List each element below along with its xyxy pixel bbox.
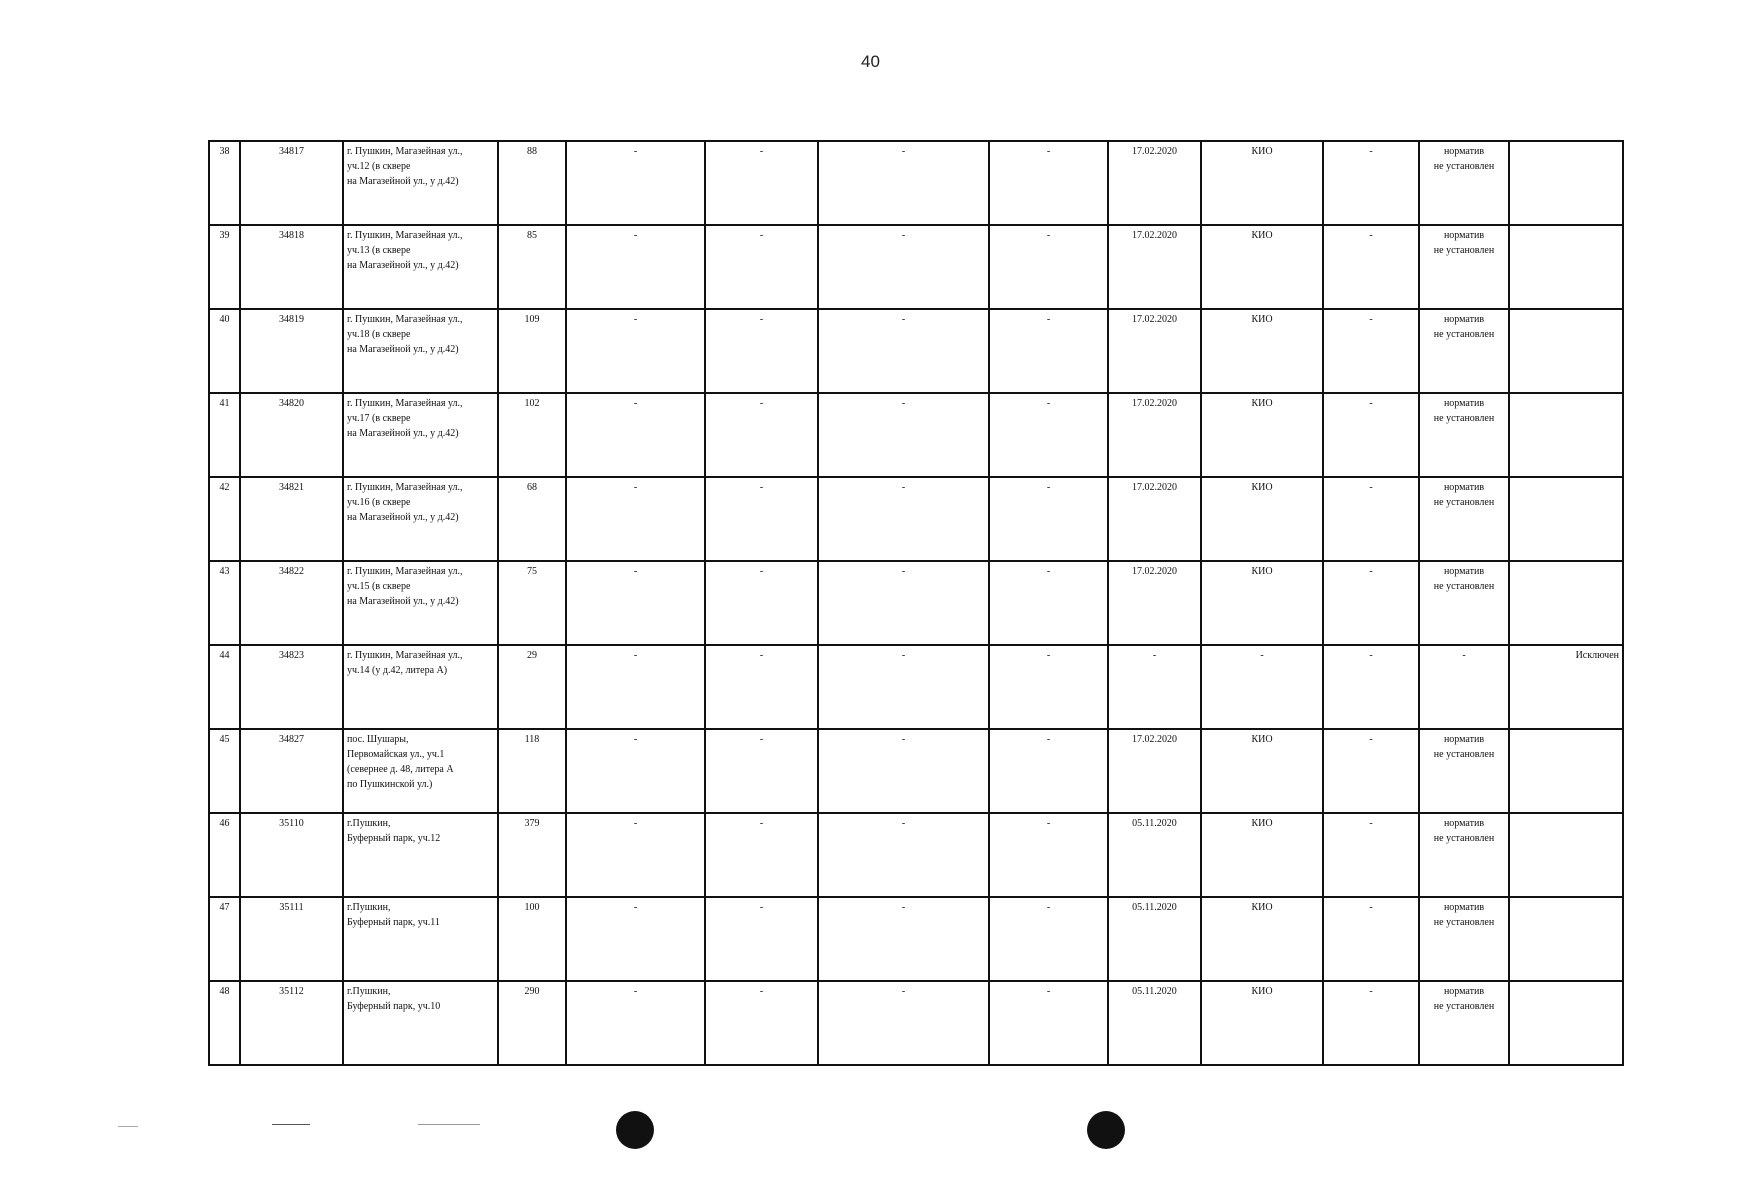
address-line: г.Пушкин, [347,818,391,829]
object-number-cell: 34823 [240,645,343,729]
address-line: г. Пушкин, Магазейная ул., [347,146,463,157]
area-cell: 29 [498,645,566,729]
col6-cell: - [705,309,818,393]
col5-cell: - [566,477,705,561]
norm-cell [1419,981,1509,1065]
registry-body [209,141,1623,1065]
col6-cell: - [705,897,818,981]
col7-cell: - [818,729,989,813]
col7-cell: - [818,225,989,309]
area-cell: 118 [498,729,566,813]
col11-cell: - [1323,981,1419,1065]
col8-cell: - [989,813,1108,897]
norm-line: не установлен [1433,497,1495,508]
date-cell: 05.11.2020 [1108,813,1201,897]
col11-cell: - [1323,225,1419,309]
address-line: г. Пушкин, Магазейная ул., [347,566,463,577]
col7-cell: - [818,393,989,477]
organization-cell: КИО [1201,561,1323,645]
address-cell [343,897,498,981]
address-line: уч.18 (в сквере [347,329,411,340]
row-index-cell: 43 [209,561,240,645]
date-cell: 17.02.2020 [1108,141,1201,225]
col8-cell: - [989,393,1108,477]
area-cell: 290 [498,981,566,1065]
norm-line: норматив [1443,818,1485,829]
norm-line: не установлен [1433,833,1495,844]
col11-cell: - [1323,561,1419,645]
object-number-cell: 34817 [240,141,343,225]
address-line: Первомайская ул., уч.1 [347,749,445,760]
norm-line: не установлен [1433,1001,1495,1012]
norm-cell [1419,393,1509,477]
col6-cell: - [705,477,818,561]
col8-cell: - [989,309,1108,393]
date-cell: 17.02.2020 [1108,225,1201,309]
row-index-cell: 42 [209,477,240,561]
note-cell [1509,477,1623,561]
address-line: уч.15 (в сквере [347,581,411,592]
address-line: на Магазейной ул., у д.42) [347,176,459,187]
norm-cell [1419,897,1509,981]
table-row [209,729,1623,813]
norm-cell [1419,477,1509,561]
norm-cell [1419,729,1509,813]
organization-cell: КИО [1201,729,1323,813]
object-number-cell: 34822 [240,561,343,645]
address-cell [343,645,498,729]
note-cell [1509,561,1623,645]
norm-line: не установлен [1433,161,1495,172]
address-cell [343,477,498,561]
area-cell: 102 [498,393,566,477]
area-cell: 379 [498,813,566,897]
col11-cell: - [1323,393,1419,477]
date-cell: 17.02.2020 [1108,477,1201,561]
norm-line: не установлен [1433,329,1495,340]
col5-cell: - [566,225,705,309]
address-line: г. Пушкин, Магазейная ул., [347,482,463,493]
col5-cell: - [566,393,705,477]
table-row [209,141,1623,225]
col6-cell: - [705,393,818,477]
row-index-cell: 40 [209,309,240,393]
object-number-cell: 34827 [240,729,343,813]
address-line: Буферный парк, уч.11 [347,917,440,928]
area-cell: 100 [498,897,566,981]
col5-cell: - [566,897,705,981]
object-number-cell: 34819 [240,309,343,393]
address-line: на Магазейной ул., у д.42) [347,428,459,439]
norm-line: не установлен [1433,917,1495,928]
note-cell [1509,393,1623,477]
norm-cell [1419,645,1509,729]
table-row [209,561,1623,645]
address-line: г.Пушкин, [347,986,391,997]
organization-cell: КИО [1201,393,1323,477]
col8-cell: - [989,561,1108,645]
note-cell [1509,225,1623,309]
norm-line: норматив [1443,398,1485,409]
address-line: г. Пушкин, Магазейная ул., [347,398,463,409]
object-number-cell: 35112 [240,981,343,1065]
date-cell: 05.11.2020 [1108,981,1201,1065]
organization-cell: КИО [1201,981,1323,1065]
row-index-cell: 47 [209,897,240,981]
col6-cell: - [705,141,818,225]
col8-cell: - [989,897,1108,981]
page-number: 40 [861,52,880,71]
col8-cell: - [989,225,1108,309]
address-cell [343,981,498,1065]
col5-cell: - [566,645,705,729]
note-cell: Исключен [1509,645,1623,729]
norm-line: не установлен [1433,413,1495,424]
table-row [209,225,1623,309]
address-line: на Магазейной ул., у д.42) [347,512,459,523]
address-cell [343,729,498,813]
address-cell [343,813,498,897]
organization-cell: КИО [1201,897,1323,981]
table-row [209,981,1623,1065]
note-cell [1509,141,1623,225]
address-cell [343,309,498,393]
col11-cell: - [1323,645,1419,729]
norm-line: не установлен [1433,749,1495,760]
address-line: на Магазейной ул., у д.42) [347,344,459,355]
address-cell [343,393,498,477]
row-index-cell: 41 [209,393,240,477]
col8-cell: - [989,141,1108,225]
row-index-cell: 38 [209,141,240,225]
area-cell: 85 [498,225,566,309]
object-number-cell: 35111 [240,897,343,981]
address-line: по Пушкинской ул.) [347,779,433,790]
address-line: уч.16 (в сквере [347,497,411,508]
address-line: Буферный парк, уч.10 [347,1001,441,1012]
address-line: уч.17 (в сквере [347,413,411,424]
norm-cell [1419,309,1509,393]
col6-cell: - [705,981,818,1065]
norm-line: норматив [1443,482,1485,493]
table-row [209,645,1623,729]
object-number-cell: 34820 [240,393,343,477]
table-row [209,309,1623,393]
object-number-cell: 34818 [240,225,343,309]
note-cell [1509,309,1623,393]
punch-hole-right [1087,1111,1125,1149]
col6-cell: - [705,645,818,729]
norm-line: не установлен [1433,245,1495,256]
col8-cell: - [989,729,1108,813]
col5-cell: - [566,813,705,897]
col11-cell: - [1323,309,1419,393]
note-cell [1509,729,1623,813]
norm-line: норматив [1443,230,1485,241]
col7-cell: - [818,141,989,225]
area-cell: 75 [498,561,566,645]
address-cell [343,561,498,645]
col7-cell: - [818,981,989,1065]
area-cell: 109 [498,309,566,393]
address-line: пос. Шушары, [347,734,409,745]
col6-cell: - [705,225,818,309]
col6-cell: - [705,729,818,813]
norm-cell [1419,813,1509,897]
col5-cell: - [566,729,705,813]
object-number-cell: 35110 [240,813,343,897]
date-cell: - [1108,645,1201,729]
address-line: на Магазейной ул., у д.42) [347,596,459,607]
col7-cell: - [818,897,989,981]
col7-cell: - [818,309,989,393]
norm-line: норматив [1443,314,1485,325]
norm-line: норматив [1443,986,1485,997]
object-number-cell: 34821 [240,477,343,561]
norm-line: норматив [1443,146,1485,157]
row-index-cell: 39 [209,225,240,309]
scan-stroke [418,1124,480,1125]
col7-cell: - [818,561,989,645]
col7-cell: - [818,645,989,729]
row-index-cell: 44 [209,645,240,729]
col11-cell: - [1323,729,1419,813]
norm-line: - [1462,650,1466,661]
col11-cell: - [1323,897,1419,981]
address-line: (севернее д. 48, литера А [347,764,454,775]
col8-cell: - [989,981,1108,1065]
col5-cell: - [566,141,705,225]
norm-line: норматив [1443,566,1485,577]
address-line: г.Пушкин, [347,902,391,913]
col11-cell: - [1323,141,1419,225]
address-line: уч.14 (у д.42, литера А) [347,665,448,676]
norm-line: норматив [1443,902,1485,913]
scan-stroke [272,1124,310,1125]
address-line: г. Пушкин, Магазейная ул., [347,650,463,661]
col6-cell: - [705,561,818,645]
organization-cell: КИО [1201,813,1323,897]
note-cell [1509,897,1623,981]
col5-cell: - [566,981,705,1065]
table-row [209,813,1623,897]
row-index-cell: 48 [209,981,240,1065]
col7-cell: - [818,477,989,561]
date-cell: 17.02.2020 [1108,729,1201,813]
col6-cell: - [705,813,818,897]
area-cell: 68 [498,477,566,561]
organization-cell: КИО [1201,477,1323,561]
address-line: на Магазейной ул., у д.42) [347,260,459,271]
norm-cell [1419,141,1509,225]
address-cell [343,141,498,225]
address-cell [343,225,498,309]
scan-stroke [118,1126,138,1127]
organization-cell: КИО [1201,225,1323,309]
norm-line: норматив [1443,734,1485,745]
note-cell [1509,981,1623,1065]
col5-cell: - [566,309,705,393]
address-line: г. Пушкин, Магазейная ул., [347,314,463,325]
organization-cell: КИО [1201,309,1323,393]
address-line: г. Пушкин, Магазейная ул., [347,230,463,241]
note-cell [1509,813,1623,897]
norm-cell [1419,561,1509,645]
col11-cell: - [1323,813,1419,897]
col8-cell: - [989,477,1108,561]
col11-cell: - [1323,477,1419,561]
norm-line: не установлен [1433,581,1495,592]
organization-cell: - [1201,645,1323,729]
area-cell: 88 [498,141,566,225]
col7-cell: - [818,813,989,897]
col5-cell: - [566,561,705,645]
registry-table [208,140,1624,1066]
address-line: Буферный парк, уч.12 [347,833,441,844]
row-index-cell: 46 [209,813,240,897]
organization-cell: КИО [1201,141,1323,225]
date-cell: 05.11.2020 [1108,897,1201,981]
table-row [209,477,1623,561]
date-cell: 17.02.2020 [1108,309,1201,393]
address-line: уч.13 (в сквере [347,245,411,256]
table-row [209,393,1623,477]
table-row [209,897,1623,981]
date-cell: 17.02.2020 [1108,561,1201,645]
punch-hole-left [616,1111,654,1149]
address-line: уч.12 (в сквере [347,161,411,172]
row-index-cell: 45 [209,729,240,813]
col8-cell: - [989,645,1108,729]
date-cell: 17.02.2020 [1108,393,1201,477]
norm-cell [1419,225,1509,309]
